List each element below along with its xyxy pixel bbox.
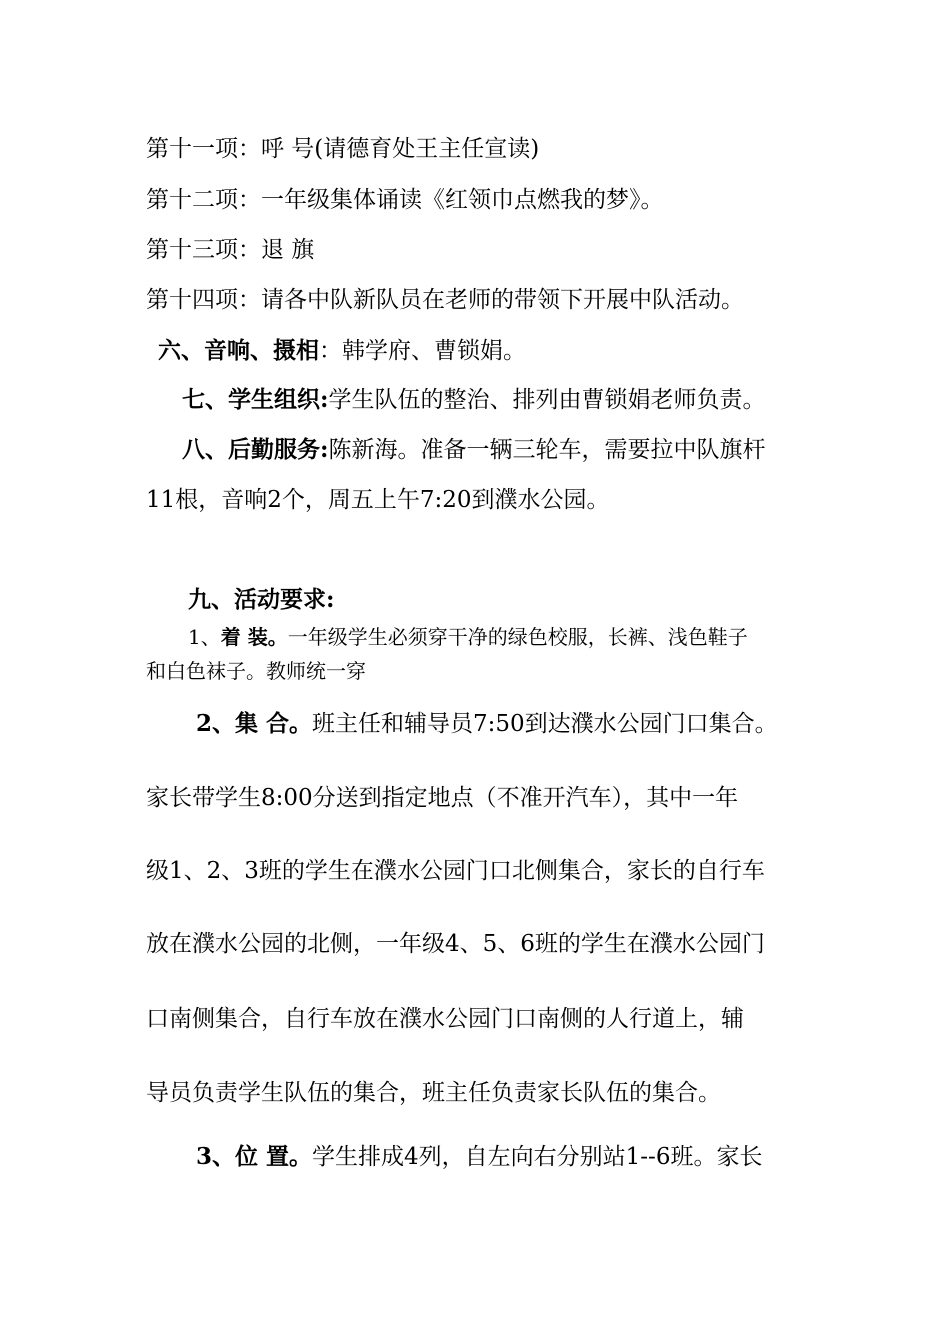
requirement-2-text: 班主任和辅导员7:50到达濮水公园门口集合。 <box>312 711 778 737</box>
requirement-2-heading: 2、集 合。 <box>196 710 313 737</box>
section-6-heading: 六、音响、摄相 <box>158 337 319 364</box>
requirement-2-line-4: 口南侧集合，自行车放在濮水公园门口南侧的人行道上，辅 <box>146 1006 744 1032</box>
section-7-organization <box>182 385 766 415</box>
requirement-2-line-3: 放在濮水公园的北侧，一年级4、5、6班的学生在濮水公园门 <box>146 931 765 957</box>
requirement-1-continuation: 和白色袜子。教师统一穿 <box>146 659 366 683</box>
requirement-3-position <box>196 1142 762 1172</box>
section-8-heading: 八、后勤服务: <box>182 436 329 463</box>
requirement-3-heading: 3、位 置。 <box>196 1143 313 1170</box>
program-item-11: 第十一项：呼 号(请德育处王主任宣读) <box>146 136 540 162</box>
section-6-text: ：韩学府、曹锁娟。 <box>319 338 526 364</box>
requirement-1-text: 一年级学生必须穿干净的绿色校服，长裤、浅色鞋子 <box>287 625 748 649</box>
section-9-heading: 九、活动要求: <box>188 586 335 613</box>
requirement-1-number: 1、 <box>188 625 221 649</box>
requirement-1-dress <box>188 623 748 651</box>
section-8-logistics <box>182 435 766 465</box>
requirement-2-assembly <box>196 709 778 739</box>
program-item-13: 第十三项：退 旗 <box>146 237 315 263</box>
section-7-text: 学生队伍的整治、排列由曹锁娟老师负责。 <box>328 387 766 413</box>
program-item-12: 第十二项：一年级集体诵读《红领巾点燃我的梦》。 <box>146 187 664 213</box>
section-8-text: 陈新海。准备一辆三轮车，需要拉中队旗杆 <box>328 437 766 463</box>
program-item-14: 第十四项：请各中队新队员在老师的带领下开展中队活动。 <box>146 287 744 313</box>
section-7-heading: 七、学生组织: <box>182 386 329 413</box>
requirement-2-line-1: 家长带学生8:00分送到指定地点（不准开汽车），其中一年 <box>146 785 739 811</box>
requirement-2-line-5: 导员负责学生队伍的集合，班主任负责家长队伍的集合。 <box>146 1080 721 1106</box>
requirement-1-heading: 着 装。 <box>220 625 288 649</box>
section-8-continuation: 11根，音响2个，周五上午7:20到濮水公园。 <box>146 487 610 513</box>
requirement-3-text: 学生排成4列，自左向右分别站1--6班。家长 <box>312 1144 763 1170</box>
requirement-2-line-2: 级1、2、3班的学生在濮水公园门口北侧集合，家长的自行车 <box>146 858 765 884</box>
section-6-sound-photo <box>158 336 526 366</box>
